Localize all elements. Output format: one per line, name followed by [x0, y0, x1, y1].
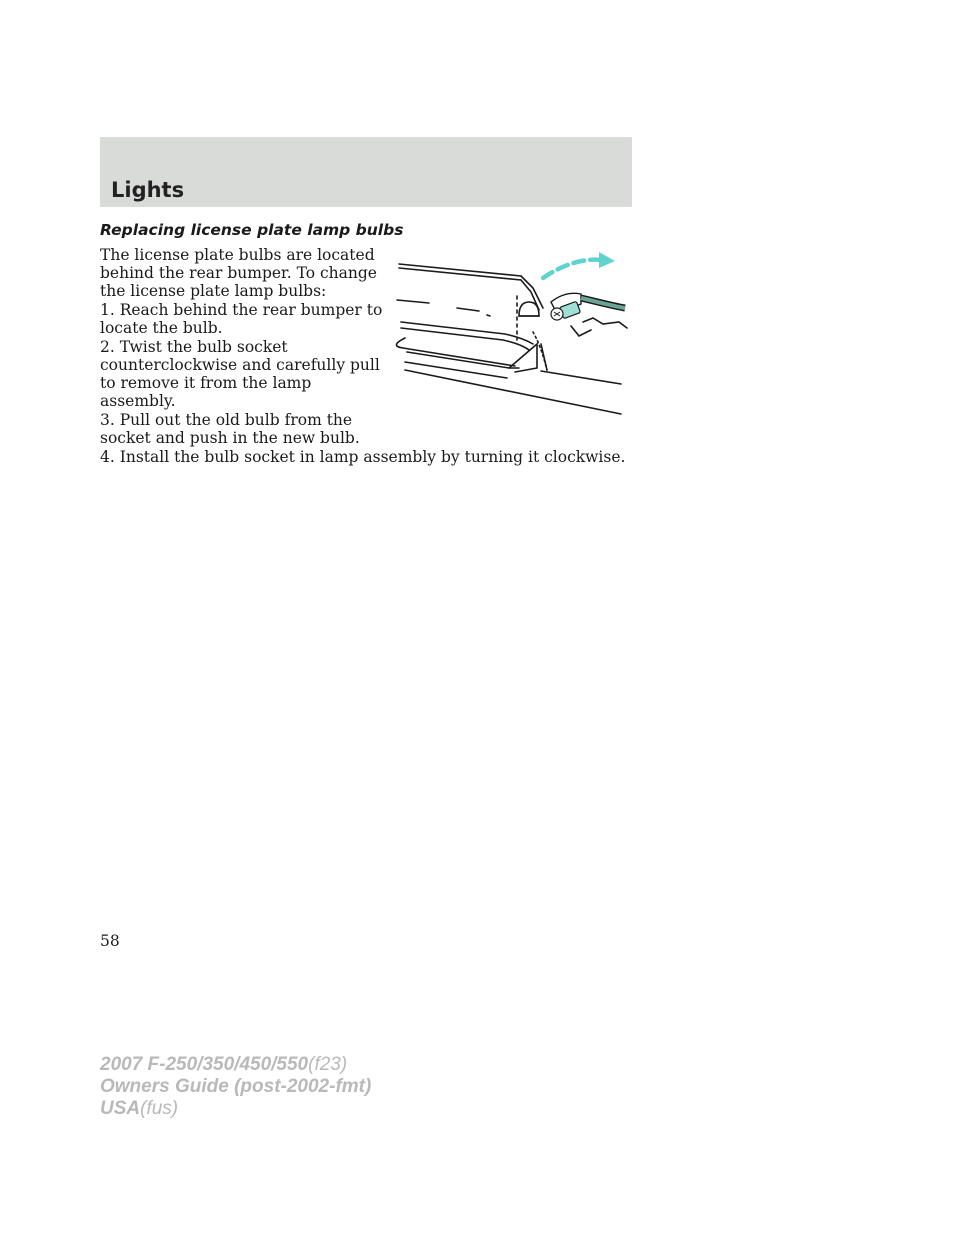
license-plate-lamp-illustration — [393, 236, 633, 416]
step-1: 1. Reach behind the rear bumper to locate the bulb. — [100, 301, 383, 337]
footer-region-code: (fus) — [140, 1098, 179, 1119]
footer-region-line — [100, 1098, 371, 1120]
footer-guide: Owners Guide (post-2002-fmt) — [100, 1076, 372, 1097]
step-2: 2. Twist the bulb socket counterclockwise and carefully pull to remove it from the lamp assembly. — [100, 338, 380, 410]
document-footer — [100, 1054, 371, 1120]
section-title: Lights — [111, 178, 185, 202]
footer-guide-line — [100, 1076, 371, 1098]
footer-model: 2007 F-250/350/450/550 — [100, 1054, 309, 1075]
intro-paragraph: The license plate bulbs are located behind the rear bumper. To change the license plate lamp bulbs: — [100, 246, 377, 300]
step-4: 4. Install the bulb socket in lamp assembly by turning it clockwise. — [100, 448, 626, 466]
page-number: 58 — [100, 932, 120, 950]
step-3: 3. Pull out the old bulb from the socket and push in the new bulb. — [100, 411, 360, 447]
footer-model-line — [100, 1054, 371, 1076]
footer-model-code: (f23) — [308, 1054, 348, 1075]
footer-region: USA — [100, 1098, 141, 1119]
subheading: Replacing license plate lamp bulbs — [100, 221, 404, 239]
